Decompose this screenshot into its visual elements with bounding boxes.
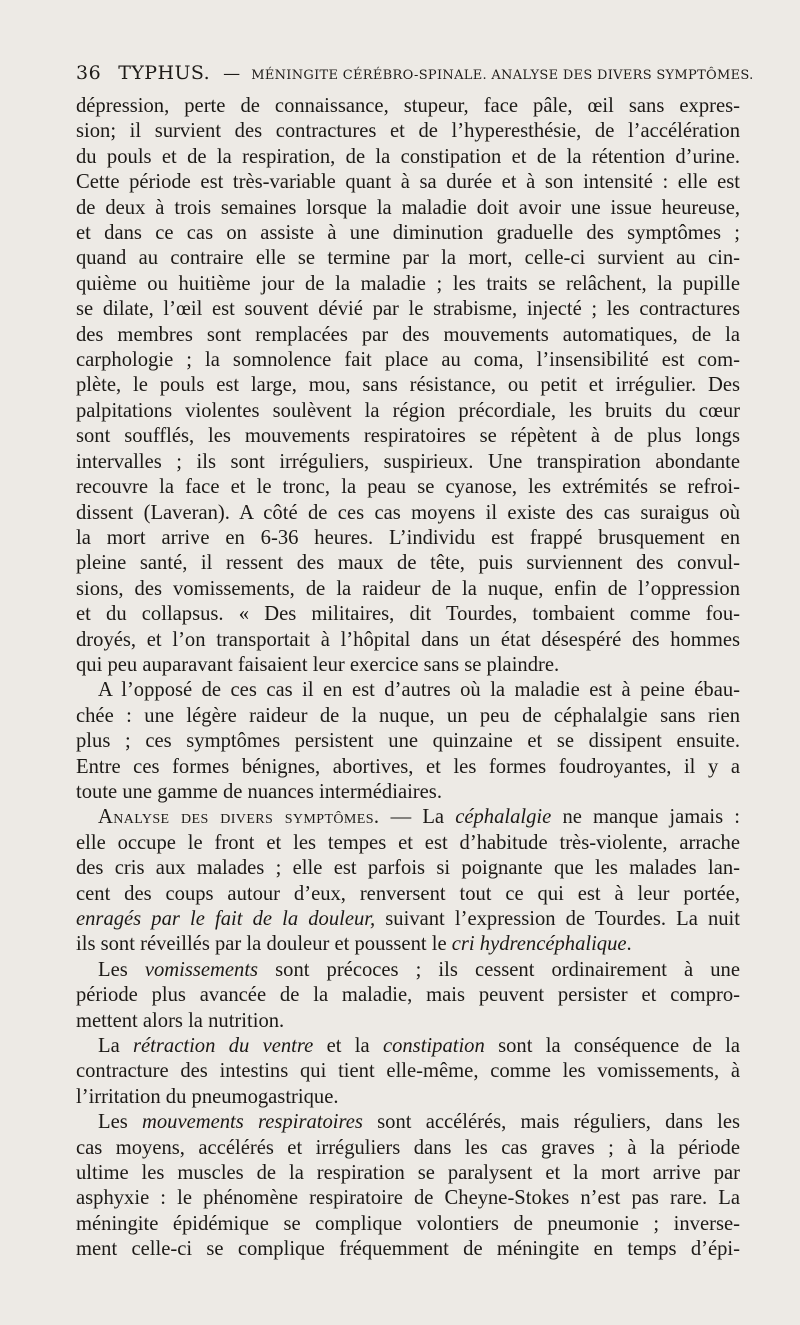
text-line: ultime les muscles de la respiration se paralysent et la mort arrive par <box>76 1162 740 1185</box>
text-line: contracture des intestins qui tient elle-même, comme les vomissements, à <box>76 1060 740 1083</box>
text-line <box>76 932 740 957</box>
text-line: des cris aux malades ; elle est parfois si poignante que les malades lan- <box>76 857 740 880</box>
text-span: et la <box>313 1035 383 1058</box>
body-text <box>76 94 740 1263</box>
page-number: 36 <box>76 62 102 84</box>
text-line: cas moyens, accélérés et irréguliers dans les cas graves ; à la période <box>76 1136 740 1159</box>
section-heading: Analyse des divers symptômes. <box>98 806 380 829</box>
text-span: Les <box>98 958 145 981</box>
running-header <box>76 62 754 88</box>
text-line: sont soufflés, les mouvements respiratoires se répètent à de plus longs <box>76 425 740 448</box>
text-line: cent des coups autour d’eux, renversent tout ce qui est à leur portée, <box>76 882 740 905</box>
text-span: sont accélérés, mais réguliers, dans les <box>362 1111 740 1134</box>
text-line: des membres sont remplacées par des mouvements automatiques, de la <box>76 323 740 346</box>
text-line: dissent (Laveran). A côté de ces cas moyens il existe des cas suraigus où <box>76 501 740 524</box>
emphasis-term: enragés par le fait de la douleur, <box>76 908 376 930</box>
text-line: et du collapsus. « Des militaires, dit Tourdes, tombaient comme fou- <box>76 603 740 626</box>
text-line: l’irritation du pneumogastrique. <box>76 1085 339 1108</box>
text-span: Les <box>98 1111 142 1134</box>
text-line: palpitations violentes soulèvent la région précordiale, les bruits du cœur <box>76 399 740 422</box>
running-head-title: TYPHUS. <box>118 62 211 84</box>
text-span: suivant l’expression de Tourdes. La nuit <box>375 908 740 930</box>
paragraph-retraction <box>76 1034 740 1110</box>
emphasis-term: cri hydrencéphalique <box>451 933 627 956</box>
text-line: mettent alors la nutrition. <box>76 1009 285 1032</box>
text-line: la mort arrive en 6-36 heures. L’individu est frappé brusquement en <box>76 526 740 549</box>
text-line <box>76 907 740 932</box>
emphasis-term: mouvements respiratoires <box>141 1111 363 1134</box>
paragraph-opposite-cases <box>76 678 740 805</box>
text-line: Cette période est très-variable quant à sa durée et à son intensité : elle est <box>76 171 740 194</box>
text-span: ne manque jamais : <box>551 806 740 829</box>
text-line: qui peu auparavant faisaient leur exercice sans se plaindre. <box>76 653 560 676</box>
text-line: et dans ce cas on assiste à une diminution graduelle des symptômes ; <box>76 222 740 245</box>
running-head-subtitle: MÉNINGITE CÉRÉBRO-SPINALE. ANALYSE DES DIVERS SYMPTÔMES. <box>251 68 754 83</box>
text-line <box>76 1034 740 1059</box>
text-line: pleine santé, il ressent des maux de tête, puis surviennent des convul- <box>76 552 740 575</box>
text-line: ment celle-ci se complique fréquemment de méningite en temps d’épi- <box>76 1238 740 1261</box>
text-line: plète, le pouls est large, mou, sans résistance, ou petit et irrégulier. Des <box>76 374 740 397</box>
paragraph-respiration <box>76 1110 740 1262</box>
text-line: quand au contraire elle se termine par la mort, celle-ci survient au cin- <box>76 247 740 270</box>
text-span: — La <box>379 806 456 829</box>
text-line: intervalles ; ils sont irréguliers, suspirieux. Une transpiration abondante <box>76 450 740 473</box>
text-line: asphyxie : le phénomène respiratoire de Cheyne-Stokes n’est pas rare. La <box>76 1187 740 1210</box>
text-line <box>76 805 740 830</box>
text-span: sont la conséquence de la <box>484 1035 741 1058</box>
text-line: sions, des vomissements, de la raideur de la nuque, enfin de l’oppression <box>76 577 740 600</box>
emphasis-term: vomissements <box>144 958 259 981</box>
text-line: méningite épidémique se complique volontiers de pneumonie ; inverse- <box>76 1212 740 1235</box>
paragraph-cephalalgie <box>76 805 740 957</box>
text-line: toute une gamme de nuances intermédiaires. <box>76 780 442 803</box>
text-line: plus ; ces symptômes persistent une quinzaine et se dissipent ensuite. <box>76 730 740 753</box>
text-span: . <box>626 933 632 956</box>
text-line <box>76 1110 740 1135</box>
text-line: Entre ces formes bénignes, abortives, et les formes foudroyantes, il y a <box>76 755 740 778</box>
running-head-dash: — <box>223 64 241 84</box>
text-line: elle occupe le front et les tempes et est d’habitude très-violente, arrache <box>76 831 740 854</box>
text-line: quième ou huitième jour de la maladie ; les traits se relâchent, la pupille <box>76 272 740 295</box>
paragraph-continuation <box>76 94 740 678</box>
emphasis-term: rétraction du ventre <box>133 1035 314 1058</box>
text-span: La <box>98 1035 134 1058</box>
text-line: sion; il survient des contractures et de l’hyperesthésie, de l’accélération <box>76 120 740 143</box>
text-line: dépression, perte de connaissance, stupeur, face pâle, œil sans expres- <box>76 95 740 117</box>
text-line <box>76 958 740 983</box>
paragraph-vomissements <box>76 958 740 1034</box>
text-line: de deux à trois semaines lorsque la maladie doit avoir une issue heureuse, <box>76 196 740 219</box>
text-line: du pouls et de la respiration, de la constipation et de la rétention d’urine. <box>76 145 740 168</box>
text-line: se dilate, l’œil est souvent dévié par le strabisme, injecté ; les contractures <box>76 298 740 321</box>
text-span: sont précoces ; ils cessent ordinairement à une <box>258 958 740 981</box>
text-line: carphologie ; la somnolence fait place au coma, l’insensibilité est com- <box>76 349 740 372</box>
text-line: recouvre la face et le tronc, la peau se cyanose, les extrémités se refroi- <box>76 476 740 499</box>
text-line: droyés, et l’on transportait à l’hôpital dans un état désespéré des hommes <box>76 628 740 651</box>
emphasis-term: céphalalgie <box>455 806 552 829</box>
text-line: chée : une légère raideur de la nuque, un peu de céphalalgie sans rien <box>76 704 740 727</box>
emphasis-term: constipation <box>382 1035 485 1058</box>
text-line: période plus avancée de la maladie, mais peuvent persister et compro- <box>76 984 740 1007</box>
text-span: ils sont réveillés par la douleur et poussent le <box>76 933 452 956</box>
text-line: A l’opposé de ces cas il en est d’autres où la maladie est à peine ébau- <box>98 679 740 702</box>
